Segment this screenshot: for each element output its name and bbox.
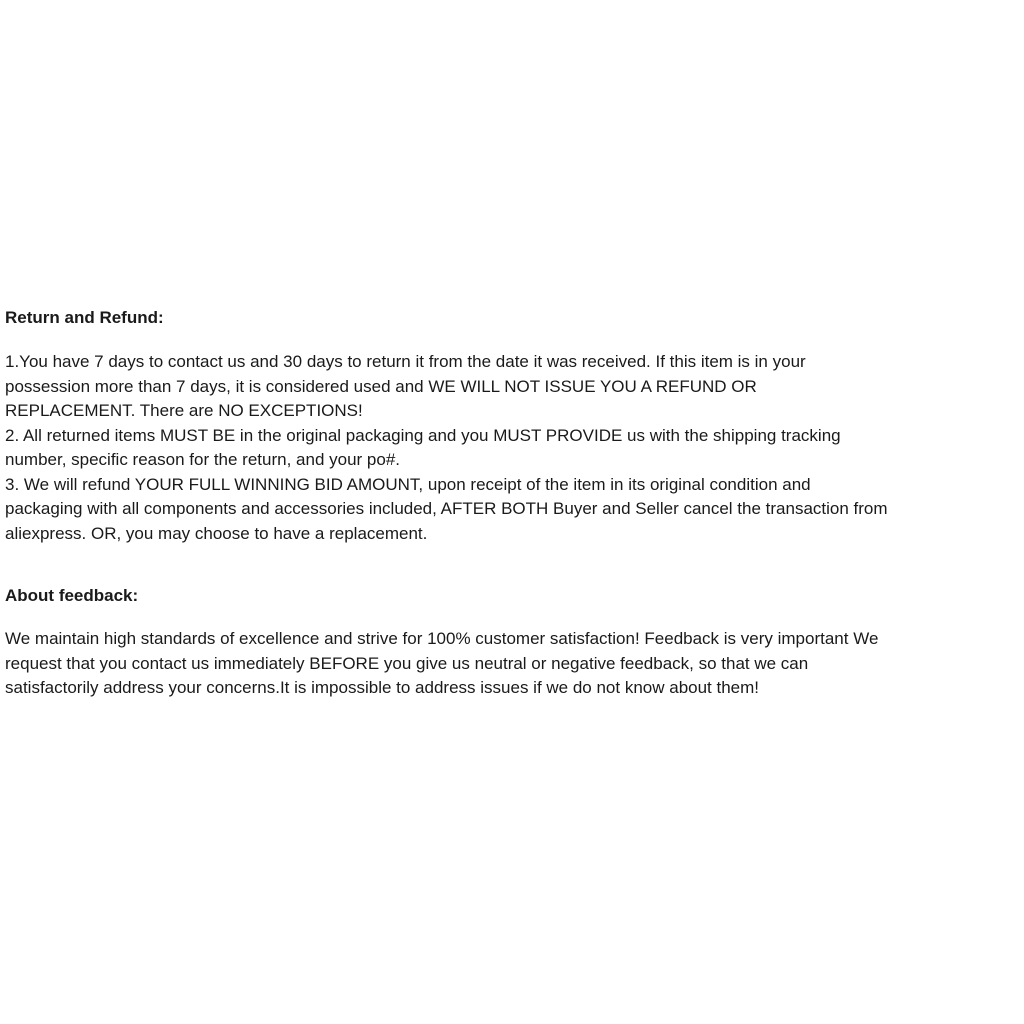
return-line: number, specific reason for the return, and your po#. <box>5 450 401 469</box>
about-feedback-heading: About feedback: <box>5 586 139 605</box>
return-line: 2. All returned items MUST BE in the original packaging and you MUST PROVIDE us with the shipping tracking <box>5 425 841 445</box>
return-line: 1.You have 7 days to contact us and 30 days to return it from the date it was received. If this item is in your <box>5 352 806 371</box>
feedback-line: We maintain high standards of excellence and strive for 100% customer satisfaction! Feedback is very important We <box>5 629 879 648</box>
return-line: 3. We will refund YOUR FULL WINNING BID AMOUNT, upon receipt of the item in its original condition and <box>5 474 811 494</box>
return-line: REPLACEMENT. There are NO EXCEPTIONS! <box>5 401 363 420</box>
policy-document <box>5 306 1017 701</box>
return-line: possession more than 7 days, it is considered used and WE WILL NOT ISSUE YOU A REFUND OR <box>5 376 757 396</box>
about-feedback-body <box>5 627 1017 701</box>
return-refund-heading: Return and Refund: <box>5 308 164 327</box>
return-line: packaging with all components and accessories included, AFTER BOTH Buyer and Seller cancel the transaction from <box>5 499 888 518</box>
feedback-line: request that you contact us immediately BEFORE you give us neutral or negative feedback, so that we can <box>5 653 809 673</box>
return-refund-body <box>5 350 1017 546</box>
return-line: aliexpress. OR, you may choose to have a replacement. <box>5 523 428 543</box>
feedback-line: satisfactorily address your concerns.It is impossible to address issues if we do not know about them! <box>5 678 760 697</box>
